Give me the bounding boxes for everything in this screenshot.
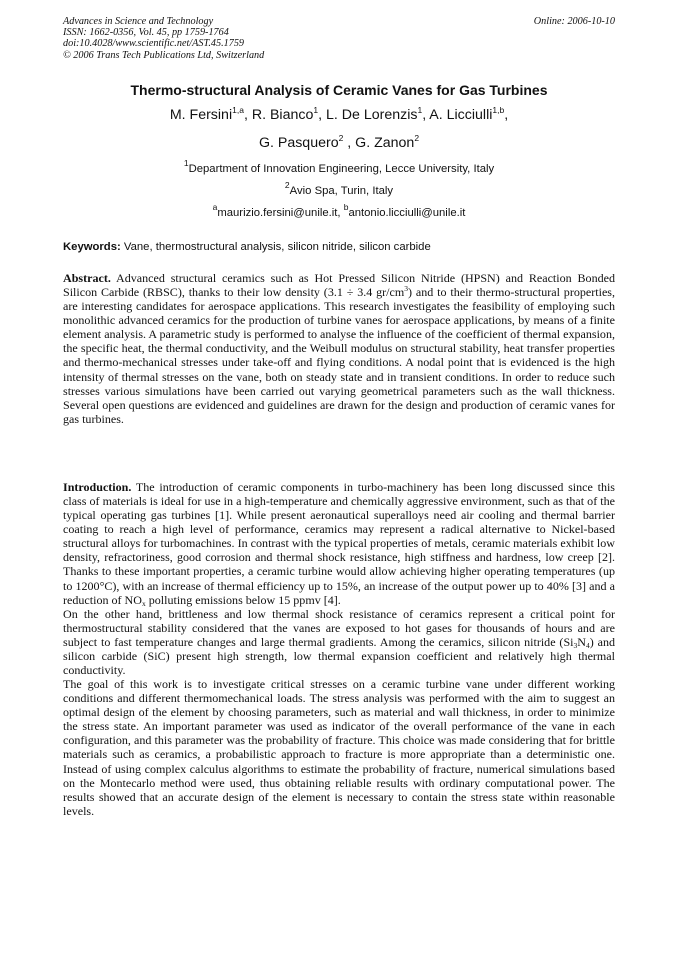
author-line-1 (63, 107, 615, 123)
introduction-label: Introduction. (63, 480, 132, 494)
author-affiliation-mark: 1 (313, 105, 319, 115)
doi-line: doi:10.4028/www.scientific.net/AST.45.1759 (63, 38, 245, 50)
author-affiliation-mark: 1,a (232, 105, 244, 115)
author-affiliation-mark: 1,b (492, 105, 505, 115)
author-name: L. De Lorenzis (325, 107, 418, 123)
abstract-text-b: ) and to their thermo-structural properties, are interesting candidates for aerospace applications. This research investigates the feasibility of employing such monolithic advanced ceramics for the production of turbine vanes for aerospace applications, by means of a finite element analysis. A parametric study is performed to analyse the influence of the coefficient of thermal expansion, the specific heat, the thermal conductivity, and the Weibull modulus on structural stability, heat transfer properties and thermo-mechanical stresses under take-off and flying conditions. A nodal point that is evidenced is the high intensity of thermal stresses on the vane, both on steady state and in transient conditions. In order to reduce such stresses various simulations have been carried out varying geometrical parameters such as the wall thickness. Several open questions are evidenced and guidelines are drawn for the design and production of ceramic vanes for gas turbines. (63, 285, 615, 426)
email-line (63, 202, 615, 219)
journal-name: Advances in Science and Technology (63, 16, 214, 27)
author-name: M. Fersini (169, 107, 233, 123)
author-separator: , (243, 107, 252, 123)
keywords-text: Vane, thermostructural analysis, silicon nitride, silicon carbide (120, 241, 431, 253)
author-separator: , (504, 107, 509, 123)
email-link[interactable]: antonio.licciulli@unile.it (348, 207, 466, 219)
email-mark: a (212, 202, 218, 212)
affiliation-1 (63, 158, 615, 175)
abstract (63, 271, 615, 426)
intro-text: The introduction of ceramic components in turbo-machinery has been long discussed since this class of materials is ideal for use in a high-temperature and chemically aggressive environment, such as that of the typical operating gas turbines [1]. While present aeronautical superalloys need air cooling and thermal barrier coating to reach a high level of performance, ceramics may represent a radical alternative to Nickel-based structural alloys for turbomachines. In contrast with the typical properties of metals, ceramic materials exhibit low density, refractoriness, good corrosion and thermal shock resistance, high stiffness and hardness, low creep [2]. Thanks to these important properties, a ceramic turbine would allow achieving higher operating temperatures (up to 1200°C), with an increase of thermal efficiency up to 15%, an increase of the output power up to 40% [3] and a reduction of NO (63, 480, 615, 607)
affiliation-text: Department of Innovation Engineering, Lecce University, Italy (188, 163, 495, 175)
issn-line: ISSN: 1662-0356, Vol. 45, pp 1759-1764 (63, 27, 229, 39)
email-mark: b (343, 202, 349, 212)
intro-paragraph-3 (63, 677, 615, 818)
online-date: Online: 2006-10-10 (533, 16, 615, 27)
author-name: A. Licciulli (429, 107, 493, 123)
author-line-2 (63, 135, 615, 151)
author-separator: , (318, 107, 326, 123)
keywords (63, 241, 615, 253)
abstract-text-a: Bonded Silicon Carbide (RBSC), thanks to their low density (3.1 ÷ 3.4 gr/cm (63, 271, 615, 300)
email-separator: , (337, 207, 344, 219)
abstract-line-1: Advanced structural ceramics such as Hot Pressed Silicon Nitride (HPSN) and Reaction (110, 271, 572, 285)
introduction (63, 480, 615, 818)
affiliation-2 (63, 180, 615, 197)
author-separator: , (422, 107, 430, 123)
author-name: R. Bianco (251, 107, 314, 123)
journal-header (63, 16, 264, 61)
copyright-line: © 2006 Trans Tech Publications Ltd, Switzerland (63, 49, 265, 61)
intro-text: ) and silicon carbide (SiC) present high strength, low thermal expansion coefficient and relatively high thermal conductivity. (63, 634, 615, 678)
email-link[interactable]: maurizio.fersini@unile.it (217, 207, 338, 219)
author-affiliation-mark: 1 (417, 105, 423, 115)
abstract-superscript: 3 (404, 284, 408, 294)
author-name: G. Zanon (355, 135, 415, 151)
author-separator: , (343, 135, 356, 151)
intro-text: On the other hand, brittleness and low thermal shock resistance of ceramics represent a critical point for thermostructural stability considered that the vanes are exposed to hot gases for thousands of hours and are subject to fast temperature changes and large thermal gradients. Among the ceramics, silicon nitride (Si (63, 606, 615, 649)
affiliation-mark: 1 (183, 158, 189, 168)
paper-title: Thermo-structural Analysis of Ceramic Vanes for Gas Turbines (130, 82, 548, 98)
intro-subscript: 4 (585, 640, 590, 650)
affiliation-text: Avio Spa, Turin, Italy (289, 185, 394, 197)
abstract-label: Abstract. (63, 271, 111, 285)
intro-subscript: x (141, 598, 146, 608)
intro-paragraph-1 (63, 480, 615, 607)
intro-text: polluting emissions below 15 ppmv [4]. (145, 592, 341, 607)
intro-subscript: 3 (573, 640, 578, 650)
intro-paragraph-2 (63, 607, 615, 677)
author-name: G. Pasquero (258, 135, 339, 151)
author-affiliation-mark: 2 (338, 133, 344, 143)
author-affiliation-mark: 2 (414, 133, 420, 143)
intro-text: N (577, 634, 586, 649)
keywords-label: Keywords: (63, 241, 121, 253)
intro-text: The goal of this work is to investigate critical stresses on a ceramic turbine vane under different working conditions and different thermomechanical loads. The stress analysis was performed with the aim to suggest an optimal design of the element by choosing parameters, such as material and wall thickness, in order to minimize the stress state. An important parameter was used as indicator of the overall performance of the vane in each configuration, and this parameter was the probability of fracture. This choice was made considering that for brittle materials such as ceramics, a probabilistic approach to fracture is more appropriate than a deterministic one. Instead of using complex calculus algorithms to estimate the probability of fracture, numerical simulations based on the Montecarlo method were used, thus obtaining reliable results with ordinary computational power. The results showed that an accurate design of the element is necessary to contain the stress state within reasonable levels. (63, 677, 615, 818)
affiliation-mark: 2 (284, 180, 290, 190)
